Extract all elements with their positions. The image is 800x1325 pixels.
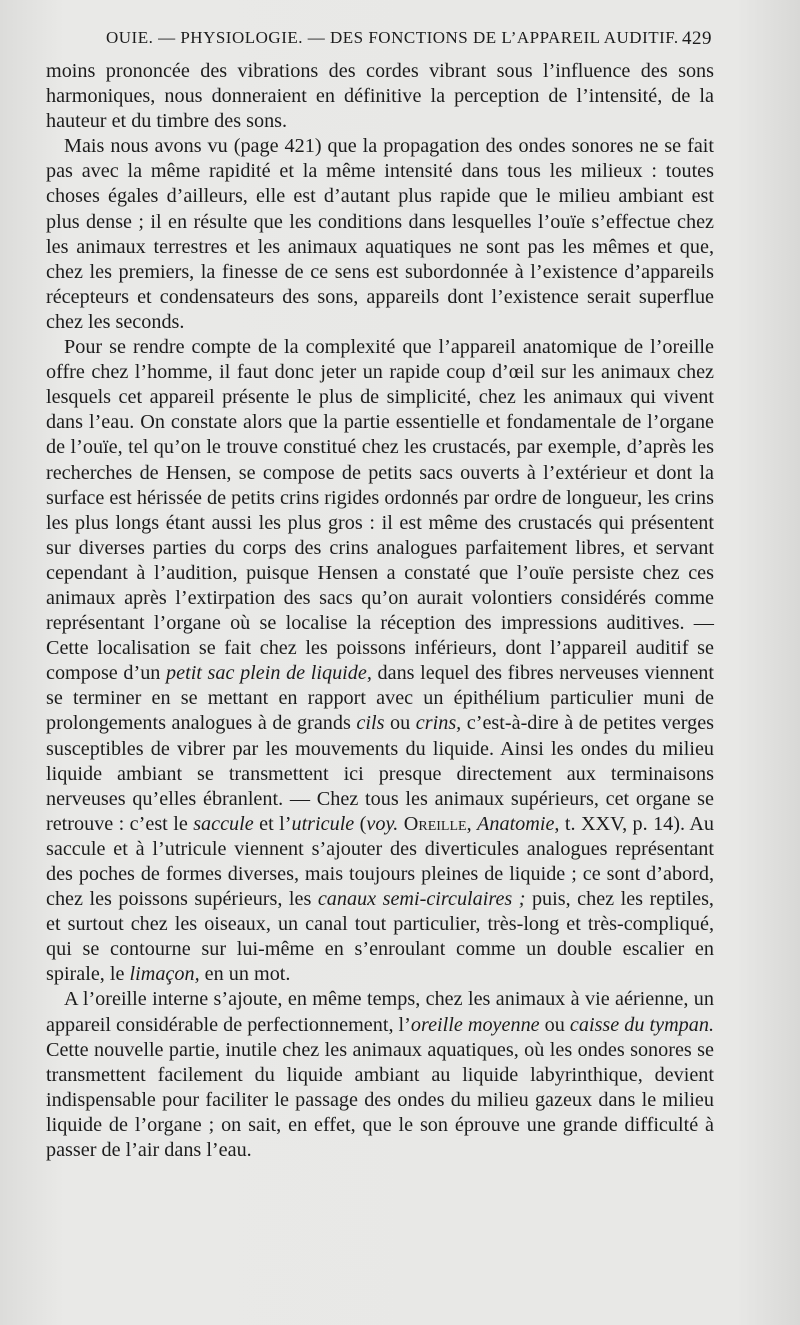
italic-term: petit sac plein de liquide, xyxy=(166,662,372,685)
text-run: , t. XXV, p. 14). Au saccule et à l’utricule viennent s’ajouter des diverticules analogues représentant des poches de formes diverses, mais toujours pleines de liquide ; ce sont d’abord, chez les poissons supérieurs, les xyxy=(46,812,715,911)
italic-term: cils xyxy=(356,712,385,735)
italic-term: saccule xyxy=(193,812,254,835)
italic-term: crins, xyxy=(415,712,462,735)
italic-term: Anatomie xyxy=(477,812,555,835)
page-number: 429 xyxy=(682,28,712,49)
text-run: Pour se rendre compte de la complexité que l’appareil anatomique de l’oreille offre chez l’homme, il faut donc jeter un rapide coup d’œil sur les animaux chez lesquels cet appareil présente le plus de simplicité, chez les animaux qui vivent dans l’eau. On constate alors que la partie essentielle et fondamentale de l’organe de l’ouïe, tel qu’on le trouve constitué chez les crustacés, par exemple, d’après les recherches de Hensen, se compose de petits sacs ouverts à l’extérieur et dont la surface est hérissée de petits crins rigides ordonnés par ordre de longueur, les crins les plus longs étant aussi les plus gros : il est même des crustacés qui présentent sur diverses parties du corps des crins analogues parfaitement libres, et servant cependant à l’audition, puisque Hensen a constaté que l’ouïe persiste chez ces animaux après l’extirpation des sacs qu’on aurait volontiers considérés comme représentant l’organe où se localise la réception des impressions auditives. — Cette localisation se fait chez les poissons inférieurs, dont l’appareil auditif se compose d’un xyxy=(46,336,714,685)
body-text xyxy=(46,59,714,1163)
text-run: ou xyxy=(384,712,416,735)
text-run: et l’ xyxy=(253,812,292,835)
italic-term: limaçon, xyxy=(129,963,200,986)
italic-term: caisse du tympan. xyxy=(569,1013,714,1036)
paragraph-comparative-anatomy xyxy=(46,335,714,987)
paragraph-middle-ear xyxy=(46,987,714,1163)
text-run: puis, chez les reptiles, et surtout chez les oiseaux, un canal tout particulier, très-long et très-compliqué, qui se contourne sur lui-même en s’enroulant comme un double escalier en spirale, le xyxy=(46,888,714,986)
running-title: OUIE. — PHYSIOLOGIE. — DES FONCTIONS DE L’APPAREIL AUDITIF. xyxy=(106,28,679,47)
text-run: Mais nous avons vu (page 421) que la propagation des ondes sonores ne se fait pas avec la même rapidité et la même intensité dans tous les milieux : toutes choses égales d’ailleurs, elle est d’autant plus rapide que le milieu ambiant est plus dense ; il en résulte que les conditions dans lesquelles l’ouïe s’effectue chez les animaux terrestres et les animaux aquatiques ne sont pas les mêmes et que, chez les premiers, la finesse de ce sens est subordonnée à l’existence d’appareils récepteurs et condensateurs des sons, appareils dont l’existence serait superflue chez les seconds. xyxy=(46,135,714,333)
italic-term: canaux semi-circulaires ; xyxy=(317,888,526,911)
text-run: A l’oreille interne s’ajoute, en même temps, chez les animaux à vie aérienne, un appareil considérable de perfectionnement, l’ xyxy=(46,988,714,1036)
italic-term: oreille moyenne xyxy=(410,1013,540,1036)
text-run: ou xyxy=(539,1013,570,1036)
text-run: ( xyxy=(354,812,367,835)
text-run: dans lequel des fibres nerveuses viennent se terminer en se mettant en rapport avec un épithélium particulier muni de prolongements analogues à de grands xyxy=(46,662,714,735)
italic-term: utricule xyxy=(291,812,355,835)
text-run: , xyxy=(466,812,478,835)
text-run: c’est-à-dire à de petites verges susceptibles de vibrer par les mouvements du liquide. Ainsi les ondes du milieu liquide ambiant se transmettent ici presque directement aux terminaisons nerveuses qu’elles ébranlent. — Chez tous les animaux supérieurs, cet organe se retrouve : c’est le xyxy=(46,712,715,835)
italic-term: voy. xyxy=(366,812,399,835)
paragraph-continued xyxy=(46,59,714,134)
paragraph-propagation xyxy=(46,134,714,335)
small-caps-reference: Oreille xyxy=(403,812,467,835)
running-header xyxy=(46,28,716,52)
text-run: en un mot. xyxy=(199,963,291,986)
text-run: moins prononcée des vibrations des cordes vibrant sous l’influence des sons harmoniques, nous donneraient en définitive la perception de l’intensité, de la hauteur et du timbre des sons. xyxy=(46,60,714,133)
text-run: Cette nouvelle partie, inutile chez les animaux aquatiques, où les ondes sonores se transmettent facilement du liquide ambiant au liquide labyrinthique, devient indispensable pour faciliter le passage des ondes du milieu gazeux dans le milieu liquide de l’organe ; on sait, en effet, que le son éprouve une grande difficulté à passer de l’air dans l’eau. xyxy=(46,1038,714,1162)
